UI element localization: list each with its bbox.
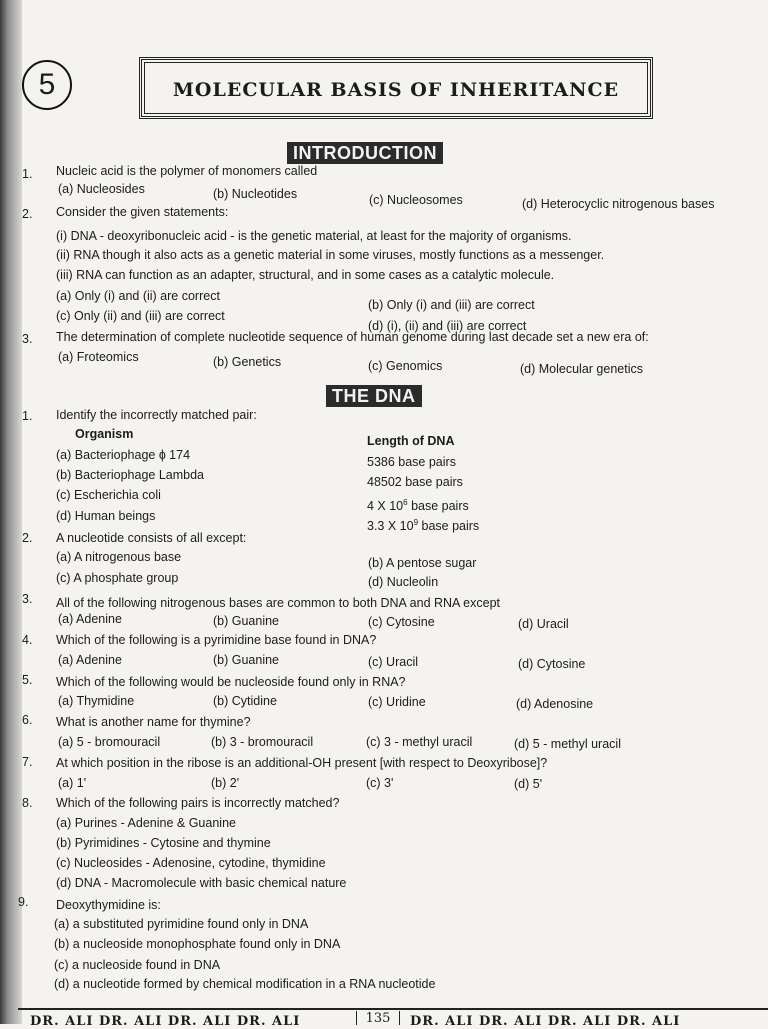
table-row-length: 48502 base pairs — [367, 475, 463, 489]
question-number: 5. — [22, 673, 33, 687]
table-row-length: 3.3 X $10^9$ base pairs — [367, 518, 480, 534]
option-a: (a) A nitrogenous base — [56, 550, 182, 564]
option-d: (d) (i), (ii) and (iii) are correct — [368, 319, 527, 333]
option-d: (d) Nucleolin — [368, 575, 439, 589]
table-header-organism: Organism — [75, 427, 134, 441]
option-c: (c) Nucleosides - Adenosine, cytodine, thymidine — [56, 856, 326, 870]
option-c: (c) Nucleosomes — [369, 193, 463, 207]
option-d: (d) DNA - Macromolecule with basic chemical nature — [56, 876, 347, 890]
question-number: 2. — [22, 531, 33, 545]
question-text: Consider the given statements: — [56, 205, 229, 219]
table-header-length: Length of DNA — [367, 434, 455, 448]
question-number: 6. — [22, 713, 33, 727]
option-d: (d) Uracil — [518, 617, 569, 631]
question-text: Which of the following is a pyrimidine base found in DNA? — [56, 633, 377, 647]
option-c: (c) A phosphate group — [56, 571, 179, 585]
option-b: (b) Guanine — [213, 614, 280, 628]
option-c: (c) 3' — [366, 776, 394, 790]
table-row-organism: (b) Bacteriophage Lambda — [56, 468, 205, 482]
table-row-length: 5386 base pairs — [367, 455, 456, 469]
question-number: 3. — [22, 592, 33, 606]
section-heading-introduction: INTRODUCTION — [287, 142, 443, 164]
chapter-number: 5 — [22, 60, 72, 110]
option-d: (d) 5 - methyl uracil — [514, 737, 621, 751]
footer-right-text: DR. ALI DR. ALI DR. ALI DR. ALI — [410, 1014, 681, 1029]
question-number: 3. — [22, 332, 33, 346]
footer-rule — [18, 1008, 768, 1010]
option-b: (b) A pentose sugar — [368, 556, 477, 570]
question-number: 4. — [22, 633, 33, 647]
option-b: (b) Nucleotides — [213, 187, 298, 201]
option-c: (c) Uridine — [368, 695, 426, 709]
option-b: (b) Guanine — [213, 653, 280, 667]
option-a: (a) a substituted pyrimidine found only in DNA — [54, 917, 309, 931]
question-text: Deoxythymidine is: — [56, 898, 161, 912]
option-a: (a) 5 - bromouracil — [58, 735, 161, 749]
section-heading-the-dna: THE DNA — [326, 385, 422, 407]
question-text: Nucleic acid is the polymer of monomers called — [56, 164, 318, 178]
question-text: Which of the following pairs is incorrectly matched? — [56, 796, 340, 810]
option-d: (d) 5' — [514, 777, 543, 791]
chapter-title: MOLECULAR BASIS OF INHERITANCE — [172, 79, 620, 101]
table-row-organism: (c) Escherichia coli — [56, 488, 161, 502]
statement-2: (ii) RNA though it also acts as a genetic material in some viruses, mostly functions as a messenger. — [56, 248, 605, 262]
option-a: (a) Adenine — [58, 612, 122, 626]
question-text: A nucleotide consists of all except: — [56, 531, 247, 545]
option-b: (b) a nucleoside monophosphate found only in DNA — [54, 937, 341, 951]
question-number: 7. — [22, 755, 33, 769]
option-b: (b) 2' — [211, 776, 240, 790]
option-d: (d) Adenosine — [516, 697, 594, 711]
question-number: 8. — [22, 796, 33, 810]
page-number: 135 — [356, 1011, 400, 1025]
option-a: (a) Only (i) and (ii) are correct — [56, 289, 220, 303]
option-c: (c) Uracil — [368, 655, 418, 669]
table-row-organism: (a) Bacteriophage ɸ 174 — [56, 448, 191, 462]
question-text: All of the following nitrogenous bases are common to both DNA and RNA except — [56, 596, 501, 610]
option-b: (b) 3 - bromouracil — [211, 735, 314, 749]
option-a: (a) Adenine — [58, 653, 122, 667]
question-number: 9. — [18, 895, 29, 909]
question-text: Identify the incorrectly matched pair: — [56, 408, 257, 422]
question-text: Which of the following would be nucleoside found only in RNA? — [56, 675, 406, 689]
statement-3: (iii) RNA can function as an adapter, structural, and in some cases as a catalytic molecule. — [56, 268, 555, 282]
question-number: 2. — [22, 207, 33, 221]
question-text: What is another name for thymine? — [56, 715, 251, 729]
option-c: (c) Only (ii) and (iii) are correct — [56, 309, 225, 323]
option-d: (d) Heterocyclic nitrogenous bases — [522, 197, 715, 211]
statement-1: (i) DNA - deoxyribonucleic acid - is the genetic material, at least for the majority of organisms. — [56, 229, 572, 243]
question-number: 1. — [22, 167, 33, 181]
option-c: (c) a nucleoside found in DNA — [54, 958, 221, 972]
option-a: (a) Froteomics — [58, 350, 139, 364]
option-b: (b) Pyrimidines - Cytosine and thymine — [56, 836, 271, 850]
question-text: At which position in the ribose is an additional-OH present [with respect to Deoxyribose]? — [56, 756, 548, 770]
option-a: (a) 1' — [58, 776, 87, 790]
option-b: (b) Only (i) and (iii) are correct — [368, 298, 535, 312]
option-a: (a) Purines - Adenine & Guanine — [56, 816, 236, 830]
option-c: (c) Genomics — [368, 359, 443, 373]
table-row-organism: (d) Human beings — [56, 509, 156, 523]
footer-left-text: DR. ALI DR. ALI DR. ALI DR. ALI — [30, 1014, 301, 1029]
option-b: (b) Cytidine — [213, 694, 277, 708]
option-a: (a) Nucleosides — [58, 182, 145, 196]
question-text: The determination of complete nucleotide sequence of human genome during last decade set a new era of: — [56, 330, 649, 344]
table-row-length: 4 X $10^6$ base pairs — [367, 498, 469, 514]
option-a: (a) Thymidine — [58, 694, 135, 708]
option-c: (c) Cytosine — [368, 615, 435, 629]
page-binding-shadow — [0, 0, 22, 1024]
option-b: (b) Genetics — [213, 355, 282, 369]
option-d: (d) Molecular genetics — [520, 362, 643, 376]
option-c: (c) 3 - methyl uracil — [366, 735, 473, 749]
question-number: 1. — [22, 409, 33, 423]
option-d: (d) Cytosine — [518, 657, 586, 671]
option-d: (d) a nucleotide formed by chemical modification in a RNA nucleotide — [54, 977, 436, 991]
chapter-title-box — [139, 57, 653, 119]
